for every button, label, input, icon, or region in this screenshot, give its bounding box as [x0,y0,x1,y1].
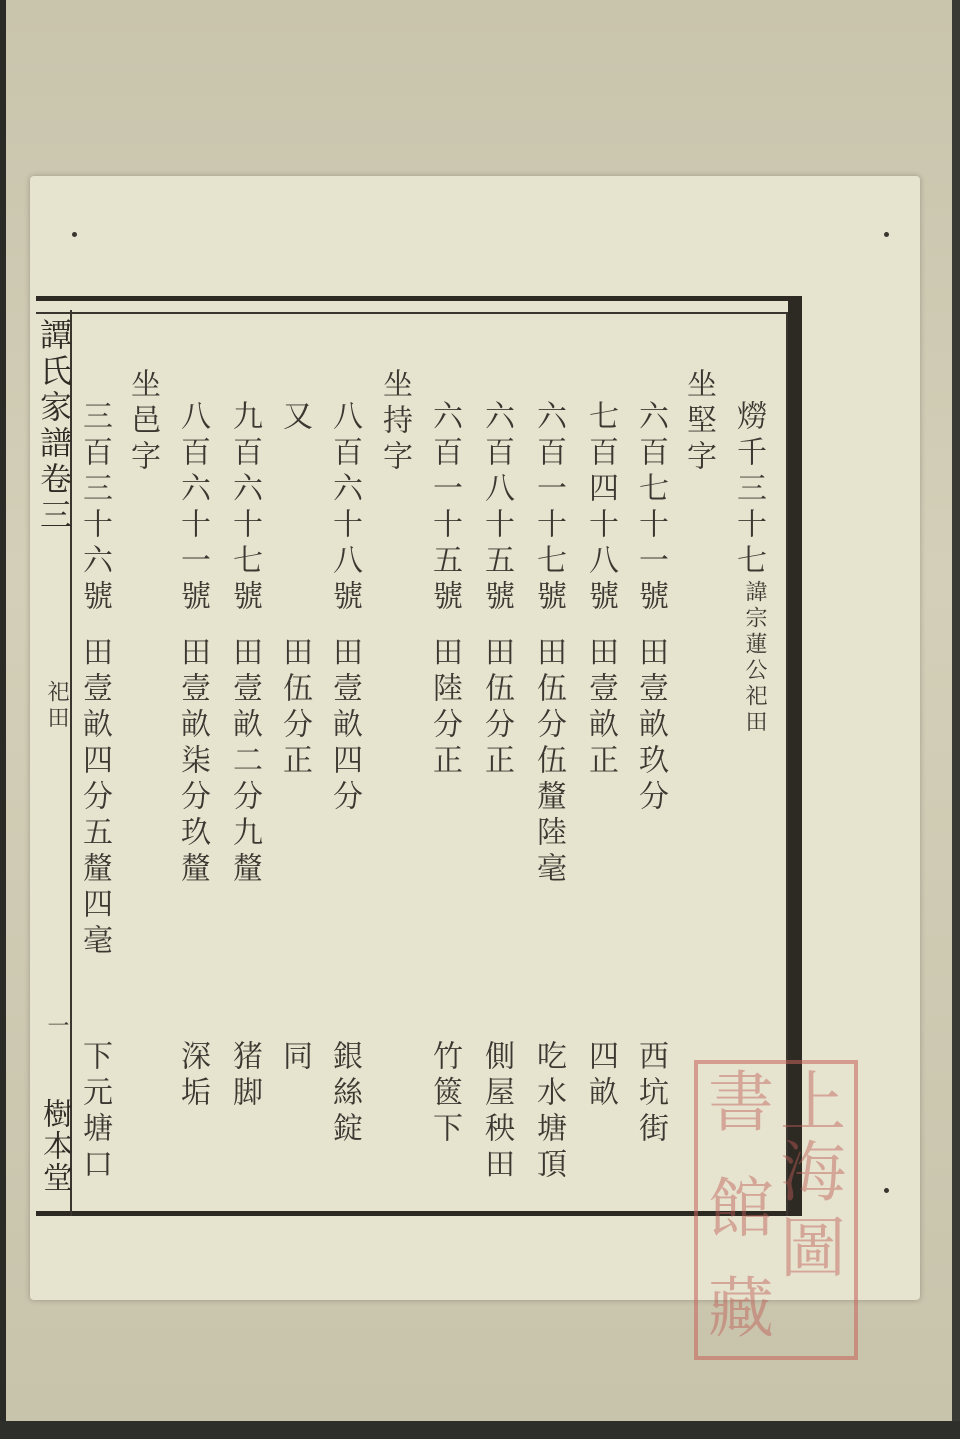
punch-dot [884,1188,889,1193]
zi-heading: 坐持字 [377,368,412,476]
lot-area: 田伍分伍釐陸毫 [531,636,566,888]
column-header-note: 諱宗蓮公祀田 [742,580,767,736]
lot-area: 田壹畝四分 [327,636,362,816]
banxin-studio: 樹本堂 [37,1098,72,1194]
banxin-section: 祀田 [44,680,69,732]
lot-place: 猪脚 [227,1040,262,1112]
scan-edge-left [0,0,6,1439]
punch-dot [72,232,77,237]
lot-number: 六百八十五號 [479,400,514,616]
lot-place: 西坑街 [633,1040,668,1148]
lot-number: 六百一十五號 [427,400,462,616]
library-seal: 上 海 圖 書 館 藏 [694,1060,858,1360]
lot-number: 七百四十八號 [583,400,618,616]
lot-number: 又 [277,400,312,436]
lot-number: 八百六十八號 [327,400,362,616]
lot-number: 九百六十七號 [227,400,262,616]
lot-place: 深垢 [175,1040,210,1112]
lot-area: 田陸分正 [427,636,462,780]
lot-place: 四畝 [583,1040,618,1112]
lot-place: 側屋秧田 [479,1040,514,1184]
lot-area: 田壹畝正 [583,636,618,780]
column-header-title: 𤏪千三十七 [731,400,766,580]
lot-number: 六百一十七號 [531,400,566,616]
lot-area: 田壹畝玖分 [633,636,668,816]
lot-area: 田伍分正 [277,636,312,780]
lot-place: 吃水塘頂 [531,1040,566,1184]
lot-area: 田伍分正 [479,636,514,780]
scan-edge-right [952,0,960,1439]
punch-dot [884,232,889,237]
lot-area: 田壹畝二分九釐 [227,636,262,888]
lot-area: 田壹畝柒分玖釐 [175,636,210,888]
lot-number: 六百七十一號 [633,400,668,616]
banxin-page-number: 一 [44,1014,69,1040]
lot-place: 下元塘口 [77,1040,112,1184]
lot-place: 銀絲錠 [327,1040,362,1148]
zi-heading: 坐堅字 [681,368,716,476]
lot-number: 三百三十六號 [77,400,112,616]
scan-edge-bottom [0,1421,960,1439]
zi-heading: 坐邑字 [125,368,160,476]
lot-number: 八百六十一號 [175,400,210,616]
lot-area: 田壹畝四分五釐四毫 [77,636,112,960]
banxin-title: 譚氏家譜卷三 [35,318,73,534]
lot-place: 同 [277,1040,312,1076]
lot-place: 竹篋下 [427,1040,462,1148]
